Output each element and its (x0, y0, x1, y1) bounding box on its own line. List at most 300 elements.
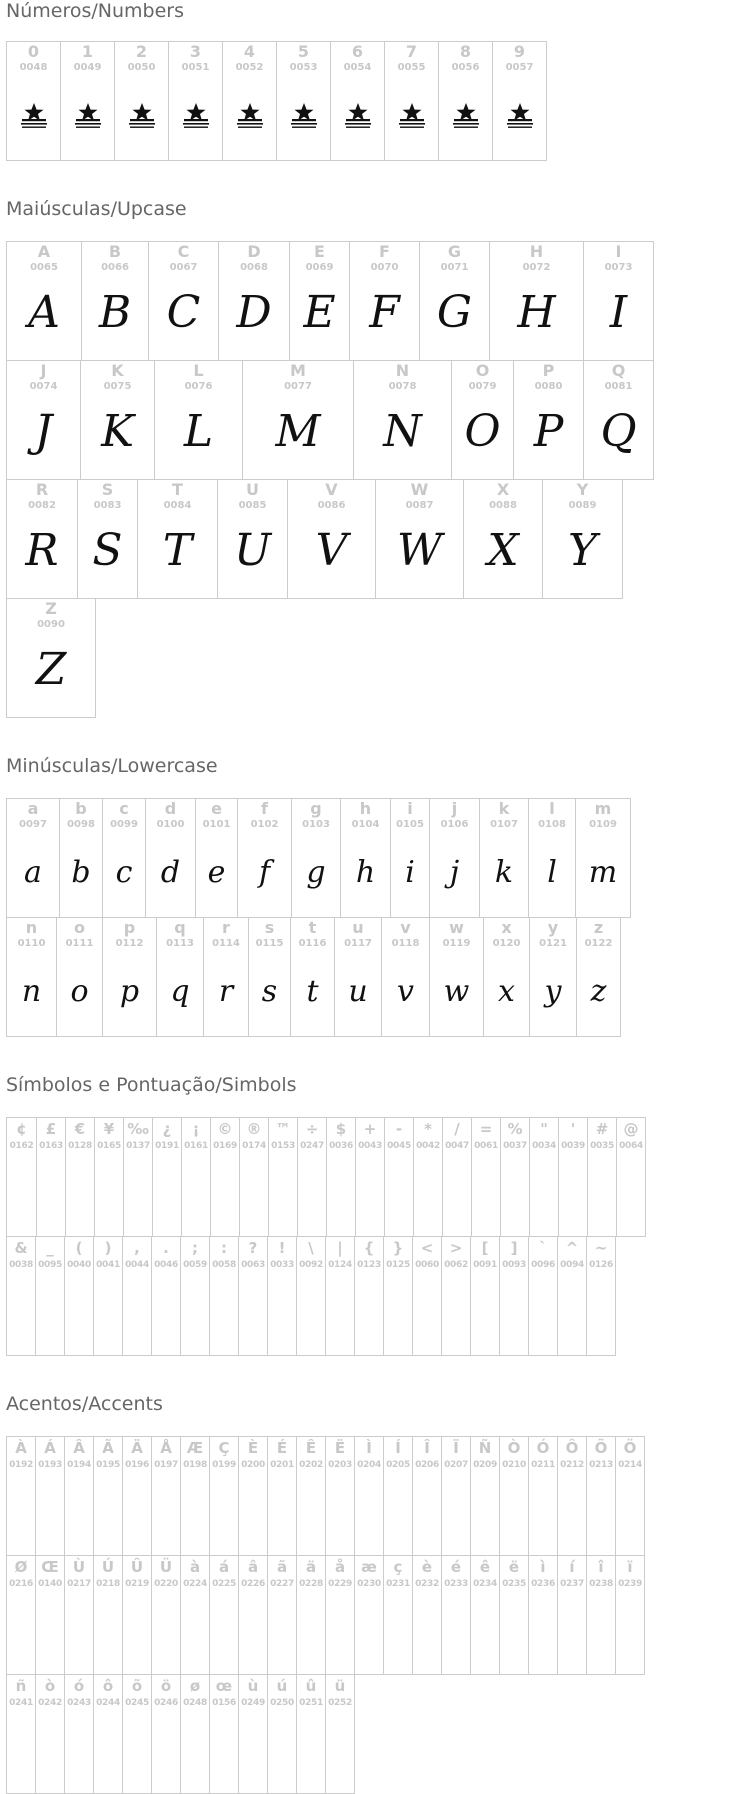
upcase-cell-0069 (289, 241, 350, 361)
character-code: 0219 (125, 1579, 149, 1589)
character-code: 0199 (212, 1460, 236, 1470)
accents-cell-0194 (64, 1436, 94, 1556)
character-code: 0060 (415, 1260, 439, 1270)
glyph-preview: J (34, 406, 53, 457)
glyph-preview: g (306, 855, 326, 890)
character-code: 0163 (39, 1141, 63, 1151)
character-code: 0248 (183, 1698, 207, 1708)
symbols-cell-0091 (470, 1236, 500, 1356)
accents-cell-0219 (122, 1555, 152, 1675)
character-label: ' (570, 1120, 576, 1138)
accents-cell-0205 (383, 1436, 413, 1556)
symbols-cell-0047 (442, 1117, 472, 1237)
character-code: 0046 (154, 1260, 178, 1270)
accents-cell-0220 (151, 1555, 181, 1675)
character-label: ã (276, 1558, 288, 1576)
glyph-preview: n (21, 974, 42, 1009)
character-code: 0062 (444, 1260, 468, 1270)
character-code: 0069 (305, 262, 334, 273)
placeholder-logo-icon (235, 102, 265, 130)
character-code: 0111 (65, 938, 94, 949)
accents-cell-0196 (122, 1436, 152, 1556)
glyph-preview: A (28, 287, 60, 338)
glyph-preview: K (101, 406, 134, 457)
accents-cell-0230 (354, 1555, 384, 1675)
character-code: 0192 (9, 1460, 33, 1470)
symbols-cell-0046 (151, 1236, 181, 1356)
character-label: ` (539, 1239, 547, 1257)
placeholder-logo-icon (19, 102, 49, 130)
character-label: _ (46, 1239, 54, 1257)
character-label: A (37, 242, 51, 261)
glyph-preview: w (443, 974, 470, 1009)
character-code: 0227 (270, 1579, 294, 1589)
glyph-preview: p (119, 974, 140, 1009)
accents-cell-0244 (93, 1674, 123, 1794)
character-label: + (363, 1120, 377, 1138)
character-code: 0115 (255, 938, 284, 949)
character-label: F (379, 242, 390, 261)
symbols-cell-0162 (6, 1117, 37, 1237)
character-label: * (424, 1120, 432, 1138)
character-label: n (25, 918, 38, 937)
character-label: Õ (594, 1439, 608, 1457)
upcase-cell-0070 (349, 241, 420, 361)
character-code: 0217 (67, 1579, 91, 1589)
numbers-cell-0055 (384, 41, 439, 161)
glyph-preview: M (275, 406, 321, 457)
symbols-cell-0137 (123, 1117, 153, 1237)
character-label: ó (73, 1677, 85, 1695)
character-label: ® (246, 1120, 262, 1138)
character-label: J (40, 361, 47, 380)
glyph-preview: u (348, 974, 368, 1009)
character-code: 0058 (212, 1260, 236, 1270)
character-label: - (395, 1120, 403, 1138)
character-label: o (74, 918, 85, 937)
character-label: ì (540, 1558, 546, 1576)
symbols-cell-0128 (65, 1117, 95, 1237)
glyph-preview: S (92, 525, 123, 576)
character-code: 0250 (270, 1698, 294, 1708)
character-code: 0035 (590, 1141, 614, 1151)
glyph-preview: c (115, 855, 133, 890)
lowercase-cell-0115 (248, 917, 291, 1037)
symbols-cell-0161 (181, 1117, 211, 1237)
character-label: ( (75, 1239, 83, 1257)
character-code: 0207 (444, 1460, 468, 1470)
lowercase-cell-0104 (340, 798, 391, 918)
character-label: e (211, 799, 222, 818)
character-code: 0045 (387, 1141, 411, 1151)
character-label: ~ (594, 1239, 608, 1257)
character-code: 0113 (166, 938, 194, 949)
character-label: õ (131, 1677, 143, 1695)
accents-cell-0241 (6, 1674, 36, 1794)
character-code: 0096 (531, 1260, 555, 1270)
accents-cell-0228 (296, 1555, 326, 1675)
character-code: 0101 (202, 819, 231, 830)
accents-cell-0237 (557, 1555, 587, 1675)
character-code: 0119 (442, 938, 471, 949)
character-code: 0226 (241, 1579, 265, 1589)
character-label: a (27, 799, 39, 818)
character-label: © (217, 1120, 233, 1138)
glyph-preview: O (464, 406, 501, 457)
character-code: 0112 (115, 938, 144, 949)
symbols-cell-0094 (557, 1236, 587, 1356)
character-code: 0225 (212, 1579, 236, 1589)
symbols-cell-0034 (529, 1117, 559, 1237)
character-code: 0104 (351, 819, 380, 830)
character-label: { (363, 1239, 375, 1257)
symbols-cell-0163 (36, 1117, 66, 1237)
accents-cell-0232 (412, 1555, 442, 1675)
character-label: ô (102, 1677, 114, 1695)
character-code: 0099 (110, 819, 138, 830)
placeholder-logo-icon (127, 102, 157, 130)
glyph-preview: W (396, 525, 443, 576)
character-label: ù (247, 1677, 259, 1695)
character-code: 0051 (181, 62, 210, 73)
accents-cell-0227 (267, 1555, 297, 1675)
glyph-preview: f (258, 855, 271, 890)
character-code: 0033 (270, 1260, 294, 1270)
character-code: 0200 (241, 1460, 265, 1470)
character-code: 0034 (532, 1141, 556, 1151)
character-label: œ (215, 1677, 233, 1695)
character-label: ç (393, 1558, 403, 1576)
character-label: E (314, 242, 325, 261)
character-label: Ò (507, 1439, 521, 1457)
placeholder-logo-icon (397, 102, 427, 130)
upcase-cell-0086 (287, 479, 376, 599)
glyph-preview: l (547, 855, 557, 890)
symbols-cell-0093 (499, 1236, 529, 1356)
symbols-cell-0153 (268, 1117, 298, 1237)
character-label: ! (278, 1239, 286, 1257)
glyph-preview: B (98, 287, 132, 338)
symbols-cell-0125 (383, 1236, 413, 1356)
character-code: 0050 (127, 62, 156, 73)
character-code: 0125 (386, 1260, 410, 1270)
character-code: 0098 (67, 819, 95, 830)
character-label: û (305, 1677, 317, 1695)
character-code: 0109 (589, 819, 617, 830)
character-label: G (447, 242, 462, 261)
character-label: X (496, 480, 510, 499)
character-code: 0061 (474, 1141, 498, 1151)
lowercase-cell-0117 (334, 917, 382, 1037)
character-label: [ (481, 1239, 489, 1257)
accents-cell-0231 (383, 1555, 413, 1675)
character-code: 0071 (440, 262, 469, 273)
symbols-cell-0043 (355, 1117, 385, 1237)
symbols-cell-0061 (471, 1117, 501, 1237)
character-code: 0082 (28, 500, 56, 511)
accents-cell-0251 (296, 1674, 326, 1794)
symbols-cell-0039 (558, 1117, 588, 1237)
character-label: y (547, 918, 559, 937)
character-code: 0205 (386, 1460, 410, 1470)
character-code: 0100 (156, 819, 185, 830)
character-label: V (325, 480, 338, 499)
character-label: £ (45, 1120, 57, 1138)
character-code: 0137 (126, 1141, 150, 1151)
accents-cell-0210 (499, 1436, 529, 1556)
character-code: 0243 (67, 1698, 91, 1708)
symbols-cell-0096 (528, 1236, 558, 1356)
character-code: 0169 (213, 1141, 237, 1151)
character-label: 2 (135, 42, 148, 61)
lowercase-cell-0114 (203, 917, 249, 1037)
character-code: 0122 (584, 938, 613, 949)
character-code: 0091 (473, 1260, 497, 1270)
character-label: Ù (72, 1558, 86, 1576)
character-code: 0037 (503, 1141, 527, 1151)
placeholder-logo-icon (289, 102, 319, 130)
character-label: q (174, 918, 186, 937)
character-code: 0230 (357, 1579, 381, 1589)
character-code: 0234 (473, 1579, 497, 1589)
upcase-cell-0066 (81, 241, 149, 361)
character-label: Ó (536, 1439, 550, 1457)
character-label: Ã (102, 1439, 114, 1457)
symbols-cell-0059 (180, 1236, 210, 1356)
accents-cell-0197 (151, 1436, 181, 1556)
character-label: m (594, 799, 612, 818)
character-code: 0238 (589, 1579, 613, 1589)
character-label: Ì (366, 1439, 372, 1457)
glyph-preview: v (397, 974, 414, 1009)
character-code: 0197 (154, 1460, 178, 1470)
character-code: 0107 (490, 819, 518, 830)
lowercase-cell-0106 (429, 798, 480, 918)
symbols-cell-0036 (326, 1117, 356, 1237)
character-label: ¢ (16, 1120, 27, 1138)
symbols-cell-0038 (6, 1236, 36, 1356)
lowercase-cell-0107 (479, 798, 529, 918)
numbers-cell-0057 (492, 41, 547, 161)
upcase-cell-0073 (583, 241, 654, 361)
accents-cell-0192 (6, 1436, 36, 1556)
character-label: u (352, 918, 364, 937)
character-code: 0070 (370, 262, 399, 273)
character-code: 0067 (169, 262, 198, 273)
character-label: j (451, 799, 458, 818)
character-label: Â (73, 1439, 85, 1457)
character-label: ¥ (103, 1120, 115, 1138)
character-label: $ (335, 1120, 347, 1138)
glyph-preview: P (533, 406, 564, 457)
upcase-cell-0084 (137, 479, 218, 599)
character-label: ø (189, 1677, 201, 1695)
lowercase-cell-0111 (56, 917, 103, 1037)
character-code: 0196 (125, 1460, 149, 1470)
glyph-preview: T (162, 525, 193, 576)
accents-cell-0218 (93, 1555, 123, 1675)
character-label: 8 (459, 42, 472, 61)
character-label: Î (424, 1439, 430, 1457)
numbers-cell-0053 (276, 41, 331, 161)
character-code: 0075 (103, 381, 132, 392)
character-code: 0063 (241, 1260, 265, 1270)
character-label: . (163, 1239, 169, 1257)
symbols-section (0, 1074, 730, 1364)
character-label: í (569, 1558, 575, 1576)
character-code: 0241 (9, 1698, 33, 1708)
accents-cell-0252 (325, 1674, 355, 1794)
section-title-symbols: Símbolos e Pontuação/Simbols (6, 1074, 297, 1096)
character-label: Ñ (478, 1439, 492, 1457)
character-label: ú (276, 1677, 288, 1695)
character-label: ä (305, 1558, 317, 1576)
accents-cell-0212 (557, 1436, 587, 1556)
character-label: ¡ (192, 1120, 200, 1138)
upcase-cell-0072 (489, 241, 584, 361)
character-code: 0162 (9, 1141, 34, 1151)
character-label: , (134, 1239, 140, 1257)
accents-cell-0206 (412, 1436, 442, 1556)
accents-cell-0198 (180, 1436, 210, 1556)
character-label: É (276, 1439, 288, 1457)
character-label: ü (334, 1677, 346, 1695)
character-code: 0117 (344, 938, 372, 949)
character-label: C (177, 242, 190, 261)
character-label: Œ (41, 1558, 59, 1576)
character-label: N (395, 361, 410, 380)
character-label: Û (130, 1558, 144, 1576)
character-label: S (101, 480, 114, 499)
placeholder-logo-icon (505, 102, 535, 130)
character-code: 0079 (468, 381, 497, 392)
lowercase-cell-0108 (528, 798, 576, 918)
character-label: é (450, 1558, 462, 1576)
accents-cell-0224 (180, 1555, 210, 1675)
section-title-numbers: Números/Numbers (6, 0, 184, 22)
character-code: 0040 (67, 1260, 91, 1270)
symbols-cell-0124 (325, 1236, 355, 1356)
section-title-accents: Acentos/Accents (6, 1393, 163, 1415)
character-code: 0212 (560, 1460, 584, 1470)
character-code: 0251 (299, 1698, 323, 1708)
character-label: O (475, 361, 490, 380)
upcase-cell-0071 (419, 241, 490, 361)
character-code: 0105 (396, 819, 424, 830)
character-code: 0102 (250, 819, 279, 830)
character-code: 0089 (568, 500, 597, 511)
character-code: 0103 (302, 819, 330, 830)
glyph-preview: b (71, 855, 91, 890)
character-code: 0052 (235, 62, 264, 73)
character-code: 0085 (238, 500, 267, 511)
accents-cell-0140 (35, 1555, 65, 1675)
character-label: # (595, 1120, 609, 1138)
glyph-preview: R (25, 525, 59, 576)
character-code: 0055 (397, 62, 426, 73)
glyph-preview: X (487, 525, 519, 576)
numbers-cell-0048 (6, 41, 61, 161)
character-code: 0247 (300, 1141, 324, 1151)
glyph-preview: Y (567, 525, 598, 576)
symbols-cell-0041 (93, 1236, 123, 1356)
numbers-cell-0050 (114, 41, 169, 161)
character-code: 0057 (505, 62, 534, 73)
symbols-cell-0165 (94, 1117, 124, 1237)
character-label: Q (611, 361, 626, 380)
character-label: % (507, 1120, 523, 1138)
character-label: ë (508, 1558, 520, 1576)
character-code: 0228 (299, 1579, 323, 1589)
character-code: 0229 (328, 1579, 352, 1589)
accents-cell-0242 (35, 1674, 65, 1794)
accents-cell-0204 (354, 1436, 384, 1556)
glyph-preview: j (449, 855, 460, 890)
upcase-cell-0067 (148, 241, 219, 361)
character-label: ? (248, 1239, 258, 1257)
character-code: 0213 (589, 1460, 613, 1470)
character-code: 0128 (68, 1141, 92, 1151)
character-code: 0059 (183, 1260, 207, 1270)
lowercase-cell-0103 (291, 798, 341, 918)
character-label: Í (395, 1439, 401, 1457)
accents-cell-0213 (586, 1436, 616, 1556)
character-label: f (261, 799, 268, 818)
character-label: b (75, 799, 87, 818)
character-label: ‰ (127, 1120, 149, 1138)
character-code: 0088 (489, 500, 517, 511)
character-code: 0244 (96, 1698, 120, 1708)
character-code: 0206 (415, 1460, 439, 1470)
character-code: 0153 (271, 1141, 295, 1151)
character-code: 0114 (212, 938, 240, 949)
character-label: Ê (305, 1439, 317, 1457)
character-label: ™ (275, 1120, 291, 1138)
character-label: å (334, 1558, 346, 1576)
character-code: 0044 (125, 1260, 149, 1270)
character-label: M (290, 361, 306, 380)
accents-cell-0203 (325, 1436, 355, 1556)
character-code: 0092 (299, 1260, 323, 1270)
character-code: 0249 (241, 1698, 265, 1708)
lowercase-cell-0118 (381, 917, 430, 1037)
symbols-cell-0033 (267, 1236, 297, 1356)
character-code: 0090 (37, 619, 65, 630)
upcase-cell-0082 (6, 479, 78, 599)
glyph-preview: U (233, 525, 272, 576)
accents-cell-0225 (209, 1555, 239, 1675)
character-code: 0086 (317, 500, 346, 511)
character-label: > (449, 1239, 463, 1257)
character-label: d (164, 799, 177, 818)
accents-cell-0156 (209, 1674, 239, 1794)
glyph-preview: E (303, 287, 336, 338)
upcase-cell-0065 (6, 241, 82, 361)
accents-cell-0211 (528, 1436, 558, 1556)
symbols-cell-0174 (239, 1117, 269, 1237)
character-code: 0074 (29, 381, 58, 392)
character-label: 9 (513, 42, 526, 61)
upcase-cell-0089 (542, 479, 623, 599)
symbols-cell-0095 (35, 1236, 65, 1356)
upcase-cell-0079 (451, 360, 514, 480)
character-label: ; (192, 1239, 198, 1257)
symbols-cell-0191 (152, 1117, 182, 1237)
character-code: 0218 (96, 1579, 120, 1589)
character-code: 0204 (357, 1460, 381, 1470)
accents-cell-0226 (238, 1555, 268, 1675)
accents-cell-0250 (267, 1674, 297, 1794)
